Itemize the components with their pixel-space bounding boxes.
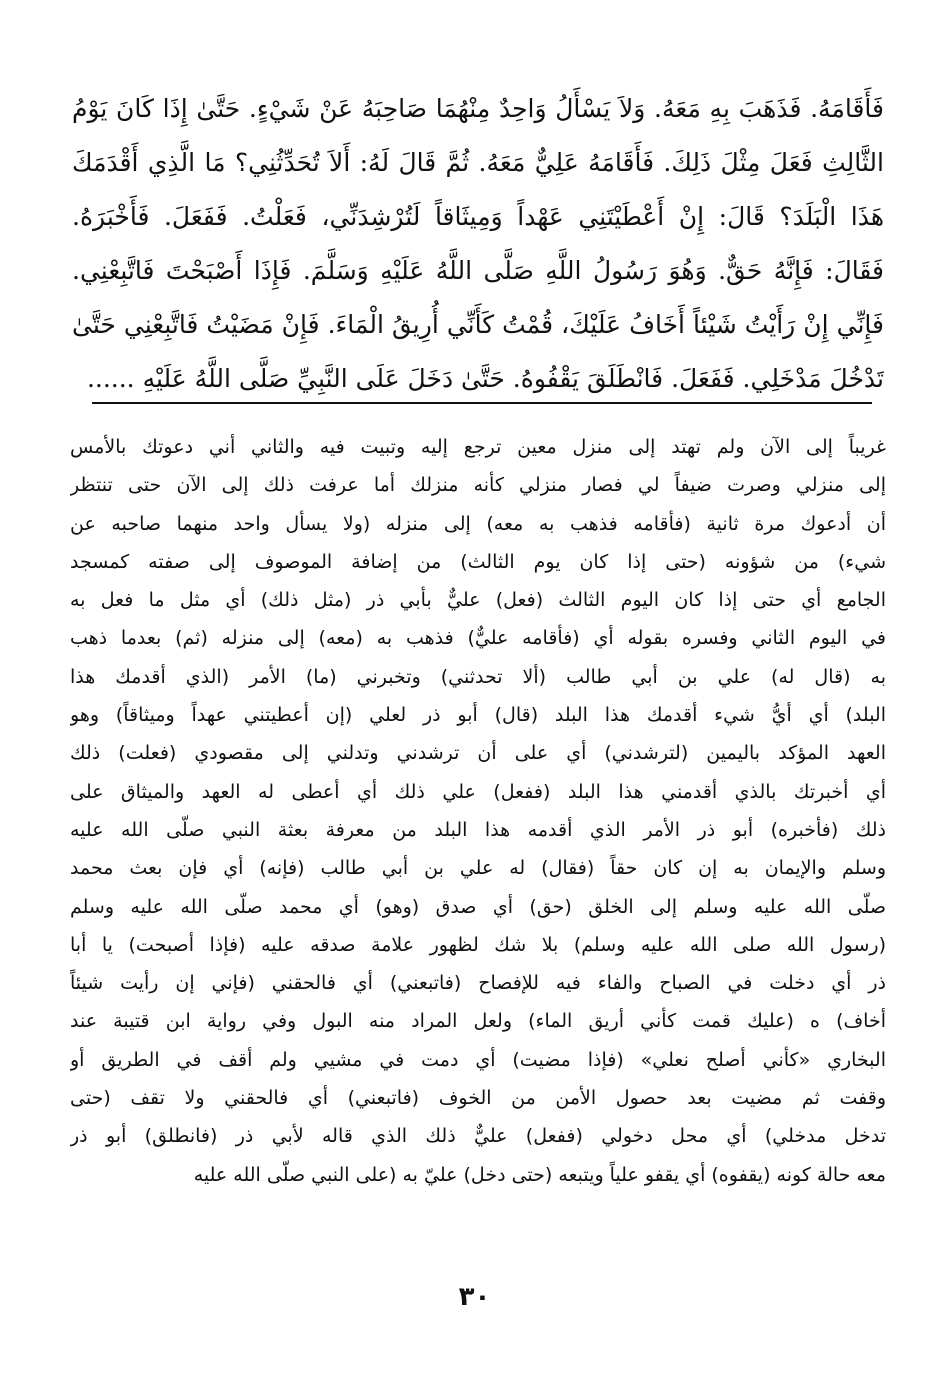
commentary-line: به (قال له) علي بن أبي طالب (ألا تحدثني) وتخبرني (ما) الأمر (الذي أقدمك هذا bbox=[70, 665, 886, 688]
hadith-main-text bbox=[72, 82, 884, 406]
section-divider bbox=[92, 402, 872, 404]
commentary-line: في اليوم الثاني وفسره بقوله أي (فأقامه عليٌّ) فذهب به (معه) إلى منزله (ثم) بعدما ذهب bbox=[70, 627, 886, 650]
commentary-line: أن أدعوك مرة ثانية (فأقامه فذهب به معه) إلى منزله (ولا يسأل واحد منهما صاحبه عن bbox=[70, 512, 886, 535]
commentary-line: تدخل مدخلي) أي محل دخولي (ففعل) عليٌّ ذلك الذي قاله لأبي ذر (فانطلق) أبو ذر bbox=[70, 1125, 886, 1148]
main-text-line: الثَّالِثِ فَعَلَ مِثْلَ ذَلِكَ. فَأَقَامَهُ عَلِيٌّ مَعَهُ. ثُمَّ قَالَ لَهُ: أَلاَ تُحَدِّثُنِي؟ مَا الَّذِي أَقْدَمَكَ bbox=[72, 148, 884, 177]
commentary-line: غريباً إلى الآن ولم تهتد إلى منزل معين ترجع إليه وتبيت فيه والثاني أني دعوتك بالأمس bbox=[70, 436, 886, 458]
commentary-line: صلّى الله عليه وسلم إلى الخلق (حق) أي صدق (وهو) أي محمد صلّى الله عليه وسلم bbox=[70, 895, 886, 918]
commentary-line: البلد) أي أيُّ شيء أقدمك هذا البلد (قال) أبو ذر لعلي (إن أعطيتني عهداً وميثاقاً) وهو bbox=[70, 704, 886, 727]
commentary-line: الجامع أي حتى إذا كان اليوم الثالث (فعل) عليٌّ بأبي ذر (مثل ذلك) أي مثل ما فعل به bbox=[70, 589, 886, 612]
main-text-line: هَذَا الْبَلَدَ؟ قَالَ: إِنْ أَعْطَيْتَنِي عَهْداً وَمِيثَاقاً لَتُرْشِدَنِّي، فَعَلْتُ. فَفَعَلَ. فَأَخْبَرَهُ. bbox=[72, 202, 884, 231]
commentary-line: وسلم والإيمان به إن كان حقاً (فقال) له علي بن أبي طالب (فإنه) أي فإن بعث محمد bbox=[70, 857, 886, 880]
commentary-line: ذلك (فأخبره) أبو ذر الأمر الذي أقدمه هذا البلد من معرفة بعثة النبي صلّى الله عليه bbox=[70, 818, 886, 841]
main-text-line: فَقَالَ: فَإِنَّهُ حَقٌّ. وَهُوَ رَسُولُ اللَّهِ صَلَّى اللَّهُ عَلَيْهِ وَسَلَّمَ. فَإِذَا أَصْبَحْتَ فَاتَّبِعْنِي. bbox=[72, 256, 884, 285]
commentary-text bbox=[70, 428, 886, 1194]
main-text-line: فَإِنِّي إِنْ رَأَيْتُ شَيْئاً أَخَافُ عَلَيْكَ، قُمْتُ كَأَنِّي أُرِيقُ الْمَاءَ. فَإِنْ مَضَيْتُ فَاتَّبِعْنِي حَتَّىٰ bbox=[72, 310, 884, 339]
commentary-line: (رسول الله صلى الله عليه وسلم) بلا شك لظهور علامة صدقه عليه (فإذا أصبحت) يا أبا bbox=[70, 933, 886, 956]
commentary-line: شيء) من شؤونه (حتى إذا كان يوم الثالث) من إضافة الموصوف إلى صفته كمسجد bbox=[70, 550, 886, 573]
main-text-line: فَأَقَامَهُ. فَذَهَبَ بِهِ مَعَهُ. وَلاَ يَسْأَلُ وَاحِدٌ مِنْهُمَا صَاحِبَهُ عَنْ شَيْءٍ. حَتَّىٰ إِذَا كَانَ يَوْمُ bbox=[72, 94, 884, 123]
commentary-line: أخاف) ه (عليك قمت كأني أريق الماء) ولعل المراد منه البول وفي رواية ابن قتيبة عند bbox=[70, 1010, 886, 1033]
commentary-line: معه حالة كونه (يقفوه) أي يقفو علياً ويتبعه (حتى دخل) عليّ به (على النبي صلّى الله عليه bbox=[193, 1163, 886, 1186]
commentary-line: إلى منزلي وصرت ضيفاً لي فصار منزلي كأنه منزلك أما عرفت ذلك إلى الآن حتى تنتظر bbox=[70, 474, 886, 497]
commentary-line: أي أخبرتك بالذي أقدمني هذا البلد (ففعل) علي ذلك أي أعطى له العهد والميثاق على bbox=[70, 780, 886, 803]
commentary-line: ذر أي دخلت في الصباح والفاء فيه للإفصاح (فاتبعني) أي فالحقني (فإني إن رأيت شيئاً bbox=[70, 972, 886, 995]
page-number: ٣٠ bbox=[458, 1282, 491, 1312]
commentary-line: وقفت ثم مضيت بعد حصول الأمن من الخوف (فاتبعني) أي فالحقني ولا تقف (حتى bbox=[70, 1087, 886, 1110]
commentary-line: البخاري «كأني أصلح نعلي» (فإذا مضيت) أي دمت في مشيي ولم أقف في الطريق أو bbox=[70, 1048, 886, 1071]
commentary-line: العهد المؤكد باليمين (لترشدني) أي على أن ترشدني وتدلني إلى مقصودي (فعلت) ذلك bbox=[70, 742, 886, 765]
main-text-line: تَدْخُلَ مَدْخَلِي. فَفَعَلَ. فَانْطَلَقَ يَقْفُوهُ. حَتَّىٰ دَخَلَ عَلَى النَّبِيِّ صَلَّى اللَّهُ عَلَيْهِ ...... bbox=[86, 364, 884, 393]
